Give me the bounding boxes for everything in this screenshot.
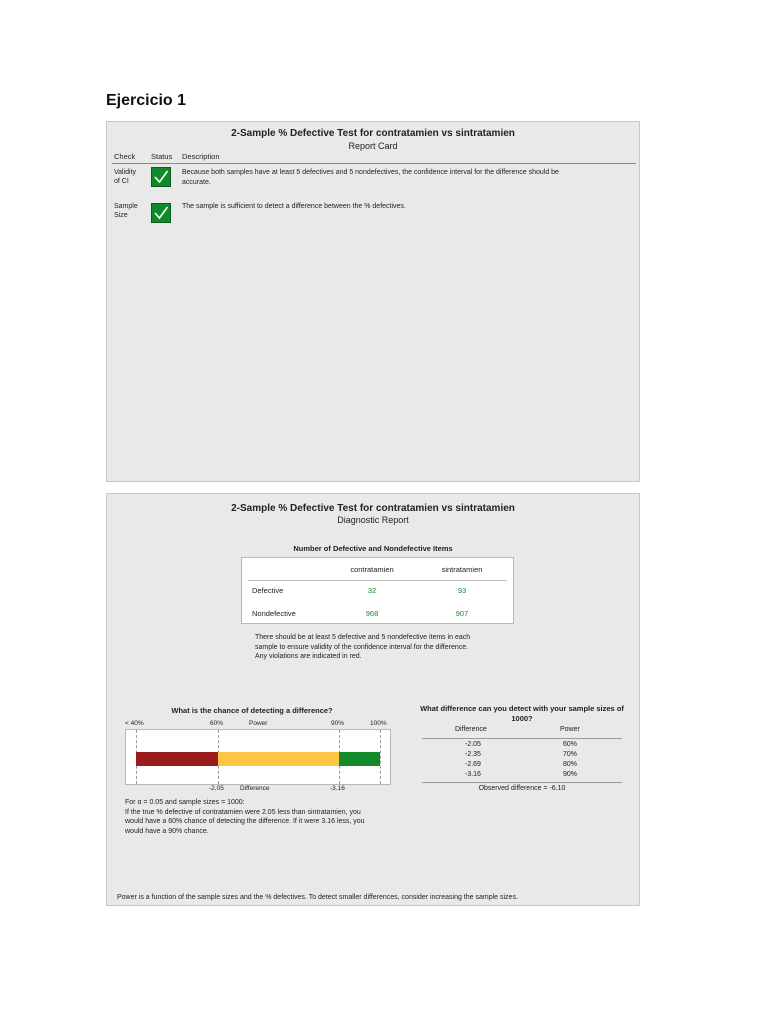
difference-cell: -2.35 xyxy=(465,751,481,758)
status-pass-icon xyxy=(151,167,171,187)
check-label-line1: Validity xyxy=(114,169,137,176)
difference-label-60: -2.05 xyxy=(209,785,224,792)
report-card-panel xyxy=(106,121,640,482)
diagnostic-subtitle: Diagnostic Report xyxy=(337,515,409,525)
counts-cell: 93 xyxy=(457,586,467,595)
check-sample-size xyxy=(114,202,144,220)
diagnostic-title: 2-Sample % Defective Test for contratamien vs sintratamien xyxy=(231,503,515,514)
power-chart xyxy=(125,720,393,794)
header-divider xyxy=(112,163,636,164)
difference-table-title xyxy=(407,704,637,724)
counts-row-label: Defective xyxy=(252,586,284,595)
difference-label-90: -3.16 xyxy=(330,785,345,792)
note-line: sample to ensure validity of the confidence interval for the difference. xyxy=(255,643,469,651)
power-cell: 90% xyxy=(563,771,578,778)
difference-cell: -2.05 xyxy=(465,741,481,748)
description-line1: Because both samples have at least 5 defectives and 5 nondefectives, the confidence interval for the difference should be xyxy=(182,169,559,176)
counts-table xyxy=(241,557,514,624)
chart-note-line: If the true % defective of contratamien were 2.05 less than sintratamien, you xyxy=(125,808,361,816)
counts-row-label: Nondefective xyxy=(252,609,296,618)
note-line: There should be at least 5 defective and 5 nondefective items in each xyxy=(255,634,471,641)
column-header-check: Check xyxy=(114,152,136,161)
report-card-subtitle: Report Card xyxy=(348,141,398,151)
check-label-line2: of CI xyxy=(114,178,129,185)
power-cell: 70% xyxy=(563,751,578,758)
check-label-line2: Size xyxy=(114,212,128,219)
counts-cell: 907 xyxy=(455,609,469,618)
description-validity xyxy=(182,168,602,188)
power-label-max: 100% xyxy=(370,720,387,727)
column-header-description: Description xyxy=(182,152,220,161)
page-heading: Ejercicio 1 xyxy=(106,92,187,109)
difference-title-line1: What difference can you detect with your sample sizes of xyxy=(420,704,624,713)
counts-cell: 32 xyxy=(367,586,377,595)
check-label-line1: Sample xyxy=(114,203,138,210)
chart-note-line: would have a 60% chance of detecting the difference. If it were 3.16 less, you xyxy=(125,818,365,825)
difference-header: Difference xyxy=(455,726,487,733)
difference-axis-label: Difference xyxy=(240,785,270,792)
power-segment-low xyxy=(136,752,218,766)
chart-note-line: would have a 90% chance. xyxy=(125,827,209,835)
power-label-90: 90% xyxy=(331,720,345,727)
diagnostic-report-panel xyxy=(106,493,640,906)
column-header-status: Status xyxy=(151,152,173,161)
counts-cell: 968 xyxy=(365,609,379,618)
chart-note-line: For α = 0.05 and sample sizes = 1000: xyxy=(125,799,245,806)
description-line1: The sample is sufficient to detect a difference between the % defectives. xyxy=(182,203,406,210)
power-chart-box xyxy=(125,729,391,785)
power-cell: 60% xyxy=(563,741,578,748)
power-segment-high xyxy=(339,752,380,766)
validity-note xyxy=(255,633,515,662)
counts-table-title: Number of Defective and Nondefective Items xyxy=(293,544,453,553)
difference-cell: -2.69 xyxy=(465,761,481,768)
power-chart-note xyxy=(125,798,405,836)
counts-header-sintratamien: sintratamien xyxy=(441,565,483,574)
observed-difference: Observed difference = -6.10 xyxy=(478,785,566,792)
difference-title-line2: 1000? xyxy=(511,714,533,723)
power-chart-title: What is the chance of detecting a difference? xyxy=(171,706,333,715)
counts-header-contratamien: contratamien xyxy=(350,565,394,574)
difference-header-divider xyxy=(422,738,622,739)
description-sample-size xyxy=(182,202,602,212)
power-header: Power xyxy=(560,726,580,733)
checkmark-icon xyxy=(152,168,170,186)
note-line: Any violations are indicated in red. xyxy=(255,653,362,660)
power-cell: 80% xyxy=(563,761,578,768)
counts-header-divider xyxy=(248,580,507,581)
power-axis-label: Power xyxy=(249,720,268,727)
status-pass-icon xyxy=(151,203,171,223)
power-label-60: 60% xyxy=(210,720,224,727)
footer-note: Power is a function of the sample sizes and the % defectives. To detect smaller differences, consider increasing the sample sizes. xyxy=(117,894,518,901)
difference-cell: -3.16 xyxy=(465,771,481,778)
grid-line xyxy=(380,730,381,784)
check-validity-of-ci xyxy=(114,168,144,186)
checkmark-icon xyxy=(152,204,170,222)
description-line2: accurate. xyxy=(182,179,211,186)
difference-table-divider xyxy=(422,782,622,783)
power-label-min: < 40% xyxy=(125,720,144,727)
power-segment-mid xyxy=(218,752,339,766)
report-card-title: 2-Sample % Defective Test for contratamien vs sintratamien xyxy=(231,128,515,139)
